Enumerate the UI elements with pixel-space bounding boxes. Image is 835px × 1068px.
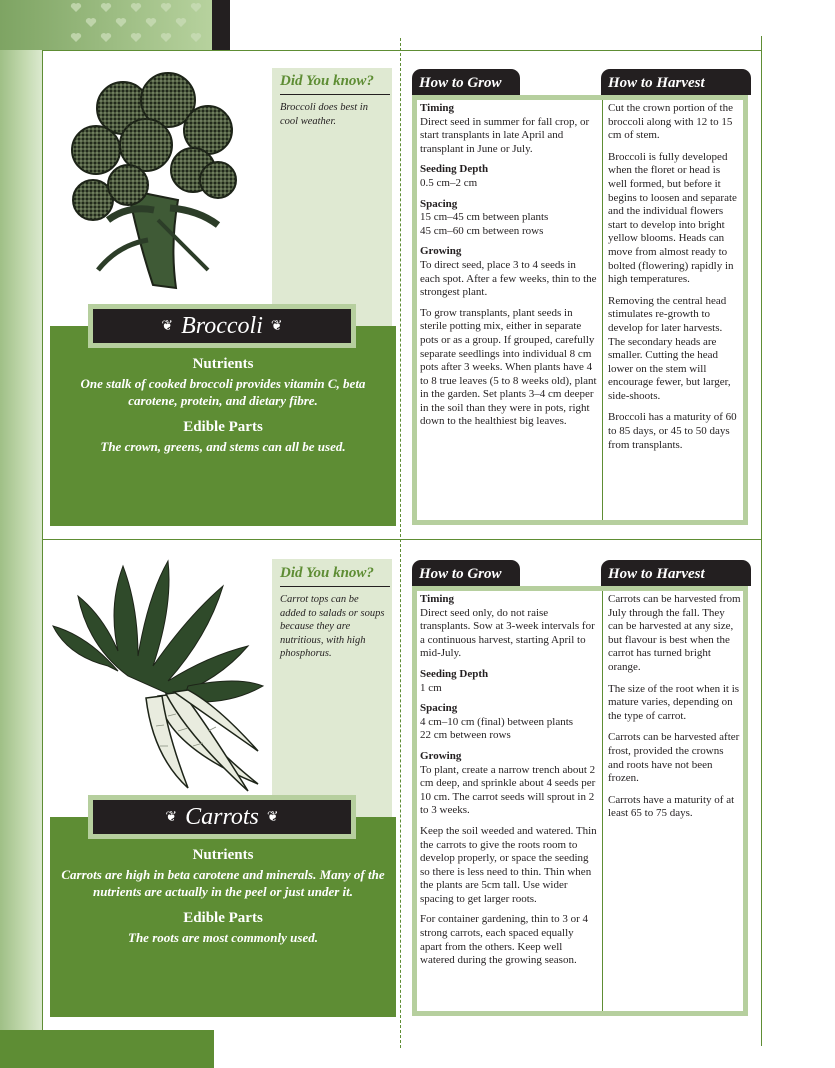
how-to-grow-tab: How to Grow <box>412 560 520 586</box>
grow-heading: Spacing <box>420 702 458 715</box>
left-border-line <box>42 50 43 1045</box>
nutrients-heading: Nutrients <box>192 847 254 863</box>
grow-heading: Seeding Depth <box>420 667 489 680</box>
did-you-know-title: Did You know? <box>280 73 374 89</box>
top-rule <box>42 50 762 51</box>
harvest-paragraph: Broccoli has a maturity of 60 to 85 days, or 45 to 50 days from transplants. <box>608 411 737 451</box>
grow-text: To plant, create a narrow trench about 2 cm deep, and sprinkle about 4 seeds per 10 cm. The carrot seeds will sprout in 2 to 3 weeks. <box>420 763 596 817</box>
grow-text: For container gardening, thin to 3 or 4 strong carrots, each spaced equally apart from the others. Keep well watered during the growing season. <box>420 913 589 967</box>
grow-text: Direct seed in summer for fall crop, or start transplants in late April and transplant in June or July. <box>420 115 590 155</box>
nutrients-heading: Nutrients <box>192 356 254 372</box>
how-to-harvest-column <box>608 593 741 829</box>
harvest-paragraph: Carrots can be harvested after frost, provided the crowns and roots have not been frozen. <box>608 731 740 785</box>
grow-text: 1 cm <box>420 681 442 694</box>
carrots-title-frame <box>88 795 356 839</box>
vegetable-name: Broccoli <box>181 312 263 339</box>
carrots-instructions-box <box>412 586 748 1016</box>
nutrients-text: Carrots are high in beta carotene and minerals. Many of the nutrients are actually in the peel or just under it. <box>61 867 385 899</box>
ornament-icon: ❦ <box>266 809 279 825</box>
did-you-know-text: Broccoli does best in cool weather. <box>280 102 368 127</box>
grow-heading: Growing <box>420 245 462 258</box>
top-decorative-band <box>0 0 212 50</box>
grow-heading: Spacing <box>420 197 458 210</box>
harvest-paragraph: The size of the root when it is mature varies, depending on the type of carrot. <box>608 682 740 722</box>
edible-parts-heading: Edible Parts <box>183 910 263 926</box>
harvest-paragraph: Carrots have a maturity of at least 65 to 75 days. <box>608 793 735 820</box>
did-you-know-text: Carrot tops can be added to salads or soups because they are nutritious, with high phosphorus. <box>280 594 385 659</box>
right-border-line <box>761 36 762 1046</box>
broccoli-info-panel <box>50 326 396 526</box>
ornament-icon: ❦ <box>165 809 178 825</box>
grow-heading: Timing <box>420 102 455 114</box>
did-you-know-rule <box>280 586 390 587</box>
section-divider <box>42 539 762 540</box>
carrots-title <box>93 800 351 834</box>
did-you-know-rule <box>280 94 390 95</box>
broccoli-instructions-box <box>412 95 748 525</box>
harvest-paragraph: Carrots can be harvested from July through the fall. They can be harvested at any size, but flavour is best when the carrot has turned bright orange. <box>608 593 741 673</box>
harvest-paragraph: Broccoli is fully developed when the floret or head is well formed, but before it begins to loosen and separate and the individual flowers start to develop into bright yellow blooms. Heads can move from almost ready to bolted (flowering) rapidly in high temperatures. <box>608 150 737 286</box>
top-black-block <box>212 0 230 50</box>
vegetable-name: Carrots <box>185 803 259 830</box>
edible-parts-heading: Edible Parts <box>183 419 263 435</box>
grow-heading: Seeding Depth <box>420 163 489 176</box>
edible-parts-text: The roots are most commonly used. <box>128 930 318 945</box>
how-to-grow-column <box>420 593 598 975</box>
grow-text: 0.5 cm–2 cm <box>420 176 478 189</box>
carrots-info-panel <box>50 817 396 1017</box>
did-you-know-title: Did You know? <box>280 565 374 581</box>
grow-text: Direct seed only, do not raise transplants. Sow at 3-week intervals for a continuous harvest, starting April to mid-July. <box>420 606 595 660</box>
nutrients-text: One stalk of cooked broccoli provides vitamin C, beta carotene, protein, and dietary fibre. <box>80 376 366 408</box>
how-to-harvest-tab: How to Harvest <box>601 69 751 95</box>
how-to-harvest-tab: How to Harvest <box>601 560 751 586</box>
grow-heading: Growing <box>420 749 462 762</box>
heart-pattern-icon <box>66 2 212 48</box>
grow-text: To direct seed, place 3 to 4 seeds in each spot. After a few weeks, thin to the strongest plant. <box>420 258 597 299</box>
grow-text: To grow transplants, plant seeds in sterile potting mix, either in separate pots or as a group. If grouped, carefully separate seedlings into individual 8 cm pots after 3 weeks. When plants have 4 to 8 true leaves (5 to 8 weeks old), plant in the garden. Set plants 3–4 cm deeper in the soil than they were in pots, right down to the healthiest big leaves. <box>420 306 597 428</box>
how-to-grow-column <box>420 102 598 436</box>
how-to-grow-tab: How to Grow <box>412 69 520 95</box>
column-divider <box>602 591 603 1011</box>
ornament-icon: ❦ <box>270 318 283 334</box>
harvest-paragraph: Removing the central head stimulates re-growth to develop for later harvests. The secondary heads are smaller. Cutting the head lower on the stem will encourage fewer, but larger, side-shoots. <box>608 294 731 402</box>
grow-heading: Timing <box>420 593 455 605</box>
center-dashed-line <box>400 38 401 1048</box>
column-divider <box>602 100 603 520</box>
bottom-green-band <box>0 1030 214 1068</box>
harvest-paragraph: Cut the crown portion of the broccoli along with 12 to 15 cm of stem. <box>608 102 733 142</box>
left-decorative-strip <box>0 0 42 1068</box>
grow-text: 4 cm–10 cm (final) between plants 22 cm between rows <box>420 715 574 742</box>
broccoli-title <box>93 309 351 343</box>
how-to-harvest-column <box>608 102 741 460</box>
grow-text: Keep the soil weeded and watered. Thin the carrots to give the roots room to develop properly, or space the seeding so there is less need to thin. Thin when the plants are 5cm tall. Use wider spacing to get larger roots. <box>420 824 597 905</box>
grow-text: 15 cm–45 cm between plants 45 cm–60 cm between rows <box>420 211 549 237</box>
broccoli-title-frame <box>88 304 356 348</box>
ornament-icon: ❦ <box>161 318 174 334</box>
edible-parts-text: The crown, greens, and stems can all be used. <box>100 439 346 454</box>
broccoli-illustration-icon <box>58 70 244 292</box>
carrots-illustration-icon <box>48 556 272 796</box>
